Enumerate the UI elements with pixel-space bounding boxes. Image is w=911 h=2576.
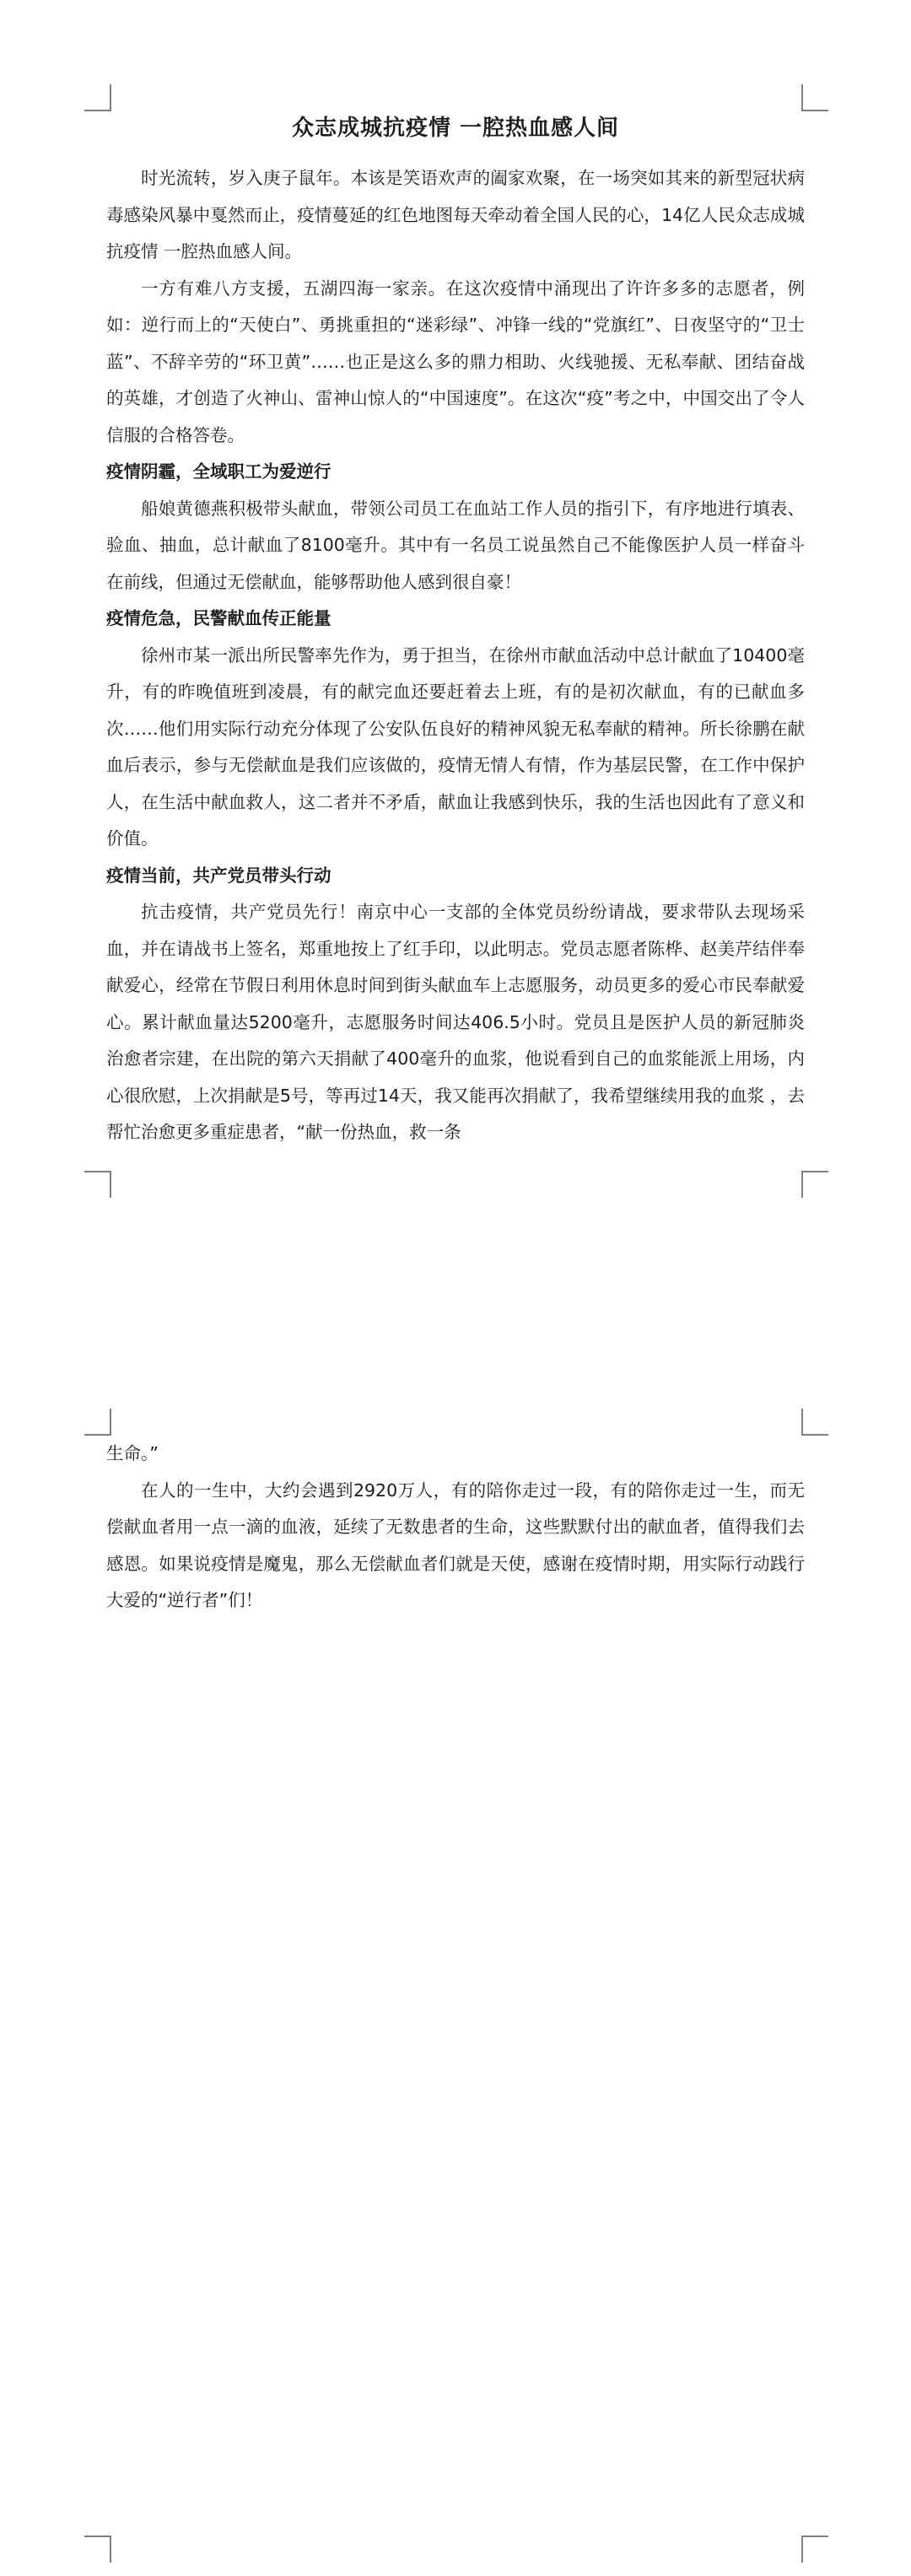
- crop-mark-top-right: [801, 1409, 828, 1436]
- page-gap: [0, 1198, 911, 1383]
- section-3-heading: 疫情当前，共产党员带头行动: [106, 865, 332, 886]
- section-2-heading: 疫情危急，民警献血传正能量: [106, 608, 332, 628]
- document-page-2: [0, 1383, 911, 2576]
- crop-mark-top-left: [84, 1409, 111, 1436]
- crop-mark-top-left: [84, 84, 111, 111]
- intro-paragraph-2: 一方有难八方支援，五湖四海一家亲。在这次疫情中涌现出了许许多多的志愿者，例如：逆行而上的“天使白”、勇挑重担的“迷彩绿”、冲锋一线的“党旗红”、日夜坚守的“卫士蓝”、不辞辛劳的“环卫黄”……也正是这么多的鼎力相助、火线驰援、无私奉献、团结奋战的英雄，才创造了火神山、雷神山惊人的“中国速度”。在这次“疫”考之中，中国交出了令人信服的合格答卷。: [106, 278, 805, 445]
- section-1-heading: 疫情阴霾，全域职工为爱逆行: [106, 461, 332, 482]
- section-3-paragraph: 抗击疫情，共产党员先行！南京中心一支部的全体党员纷纷请战，要求带队去现场采血，并在请战书上签名，郑重地按上了红手印，以此明志。党员志愿者陈桦、赵美芹结伴奉献爱心，经常在节假日利用休息时间到街头献血车上志愿服务，动员更多的爱心市民奉献爱心。累计献血量达5200毫升，志愿服务时间达406.5小时。党员且是医护人员的新冠肺炎治愈者宗建，在出院的第六天捐献了400毫升的血浆，他说看到自己的血浆能派上用场，内心很欣慰，上次捐献是5号，等再过14天，我又能再次捐献了，我希望继续用我的血浆 ，去帮忙治愈更多重症患者，“献一份热血，救一条: [106, 902, 805, 1142]
- continuation-text: 生命。”: [106, 1443, 159, 1463]
- page-2-content: [106, 1436, 805, 1619]
- document-page-1: [0, 0, 911, 1198]
- crop-mark-bottom-left: [84, 1171, 111, 1198]
- crop-mark-bottom-left: [84, 2536, 111, 2563]
- section-1-paragraph: 船娘黄德燕积极带头献血，带领公司员工在血站工作人员的指引下，有序地进行填表、验血、抽血，总计献血了8100毫升。其中有一名员工说虽然自己不能像医护人员一样奋斗在前线，但通过无偿献血，能够帮助他人感到很自豪！: [106, 498, 805, 592]
- crop-mark-bottom-right: [801, 1171, 828, 1198]
- crop-mark-bottom-right: [801, 2536, 828, 2563]
- section-2-paragraph: 徐州市某一派出所民警率先作为，勇于担当，在徐州市献血活动中总计献血了10400毫升，有的昨晚值班到凌晨，有的献完血还要赶着去上班，有的是初次献血，有的已献血多次……他们用实际行动充分体现了公安队伍良好的精神风貌无私奉献的精神。所长徐鹏在献血后表示，参与无偿献血是我们应该做的，疫情无情人有情，作为基层民警，在工作中保护人，在生活中献血救人，这二者并不矛盾，献血让我感到快乐，我的生活也因此有了意义和价值。: [106, 644, 805, 849]
- page-1-content: [106, 110, 805, 1151]
- crop-mark-top-right: [801, 84, 828, 111]
- intro-paragraph-1: 时光流转，岁入庚子鼠年。本该是笑语欢声的阖家欢聚，在一场突如其来的新型冠状病毒感染风暴中戛然而止，疫情蔓延的红色地图每天牵动着全国人民的心，14亿人民众志成城抗疫情 一腔热血感人间。: [106, 168, 805, 261]
- document-title: 众志成城抗疫情 一腔热血感人间: [291, 116, 620, 141]
- closing-paragraph: 在人的一生中，大约会遇到2920万人，有的陪你走过一段，有的陪你走过一生，而无偿献血者用一点一滴的血液，延续了无数患者的生命，这些默默付出的献血者，值得我们去感恩。如果说疫情是魔鬼，那么无偿献血者们就是天使，感谢在疫情时期，用实际行动践行大爱的“逆行者”们！: [106, 1479, 805, 1610]
